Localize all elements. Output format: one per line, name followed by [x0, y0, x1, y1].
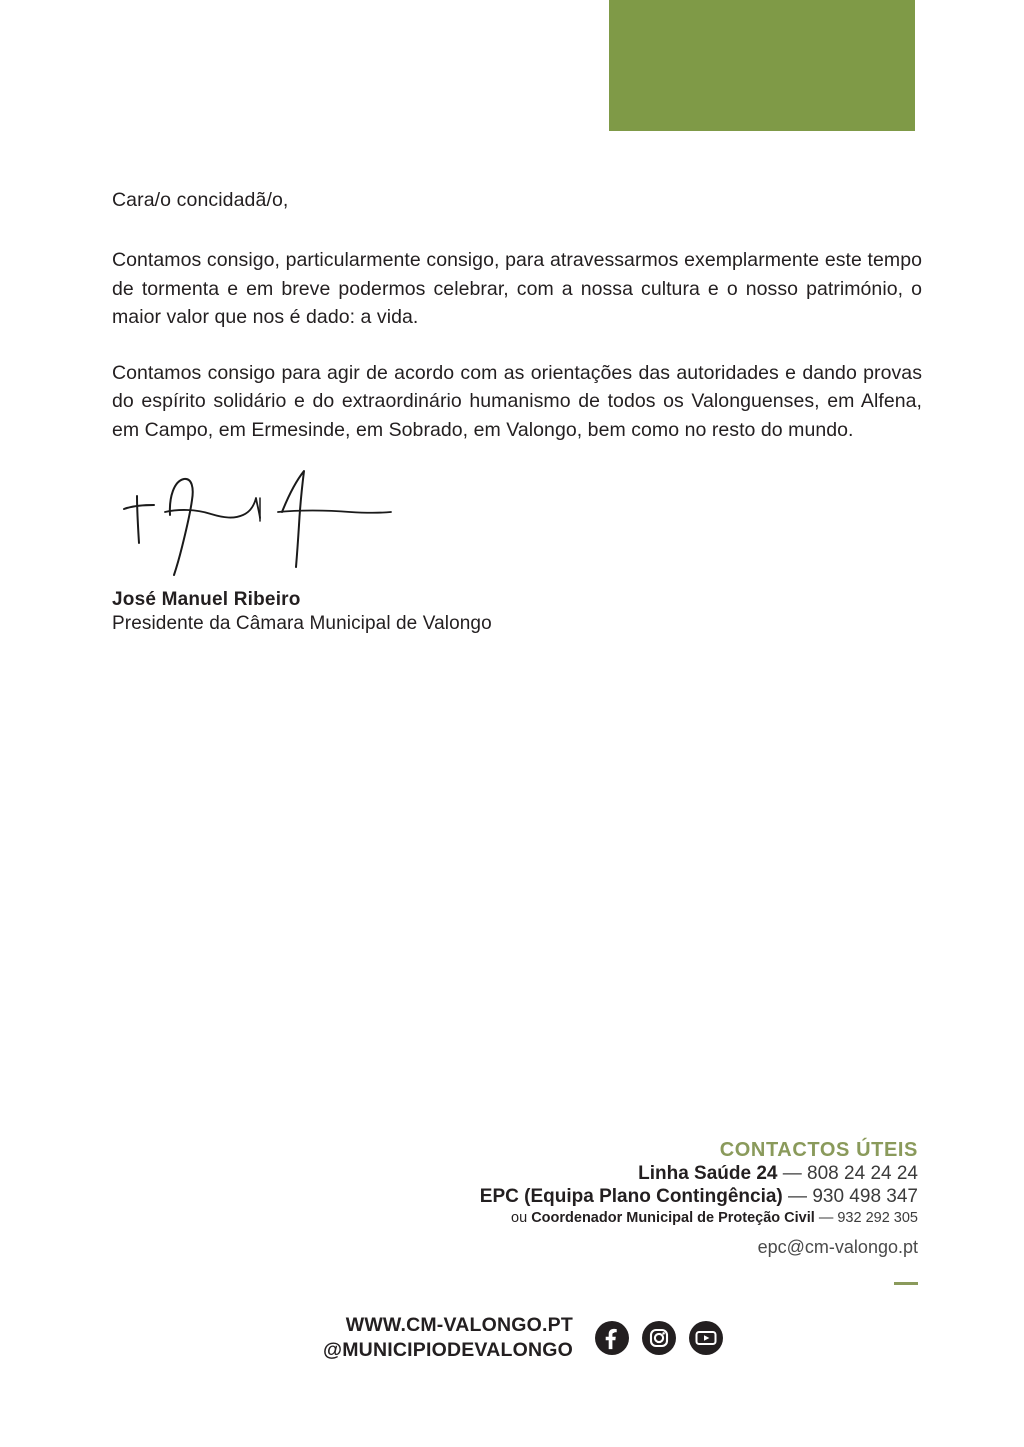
contact-email[interactable]: epc@cm-valongo.pt [757, 1237, 918, 1257]
green-divider-dash [894, 1282, 918, 1285]
contact-dash: — [818, 1210, 834, 1226]
paragraph-1: Contamos consigo, particularmente consigo, para atravessarmos exemplarmente este tempo de tormenta e em breve podermos celebrar, com a nossa cultura e o nosso património, o maior valor que nos é dado: a vida. [112, 249, 922, 328]
contact-line-saude24 [358, 1162, 918, 1185]
contact-label: Linha Saúde 24 [638, 1163, 778, 1184]
instagram-icon[interactable] [642, 1321, 676, 1355]
signer-role: Presidente da Câmara Municipal de Valongo [112, 613, 492, 634]
signer-name: José Manuel Ribeiro [112, 589, 301, 610]
contact-line-epc [358, 1185, 918, 1208]
contact-number: 808 24 24 24 [807, 1163, 918, 1184]
youtube-icon[interactable] [689, 1321, 723, 1355]
useful-contacts-block [358, 1138, 918, 1261]
footer-handle[interactable]: @MUNICIPIODEVALONGO [323, 1339, 573, 1361]
letter-body [112, 186, 922, 444]
contact-label: EPC (Equipa Plano Contingência) [479, 1186, 783, 1207]
contacts-title: CONTACTOS ÚTEIS [719, 1139, 918, 1161]
handwritten-signature [112, 465, 412, 580]
contact-dash: — [782, 1163, 802, 1184]
contact-prefix: ou [511, 1210, 528, 1226]
footer-website[interactable]: WWW.CM-VALONGO.PT [345, 1314, 573, 1336]
contact-number: 930 498 347 [812, 1186, 918, 1207]
contact-number: 932 292 305 [837, 1210, 918, 1226]
paragraph-2: Contamos consigo para agir de acordo com as orientações das autoridades e dando provas do espírito solidário e do extraordinário humanismo de todos os Valonguenses, em Alfena, em Campo, em Ermesinde, em Sobrado, em Valongo, bem como no resto do mundo. [112, 361, 922, 441]
contact-line-coordenador [358, 1208, 918, 1229]
facebook-icon[interactable] [595, 1321, 629, 1355]
signature-icon [112, 465, 412, 580]
footer-bar [0, 1308, 1024, 1368]
contact-label: Coordenador Municipal de Proteção Civil [531, 1210, 815, 1226]
footer-web-text [323, 1313, 573, 1363]
social-links [595, 1321, 723, 1355]
green-header-block [609, 0, 915, 131]
salutation-text: Cara/o concidadã/o, [112, 189, 289, 211]
contact-dash: — [788, 1186, 808, 1207]
